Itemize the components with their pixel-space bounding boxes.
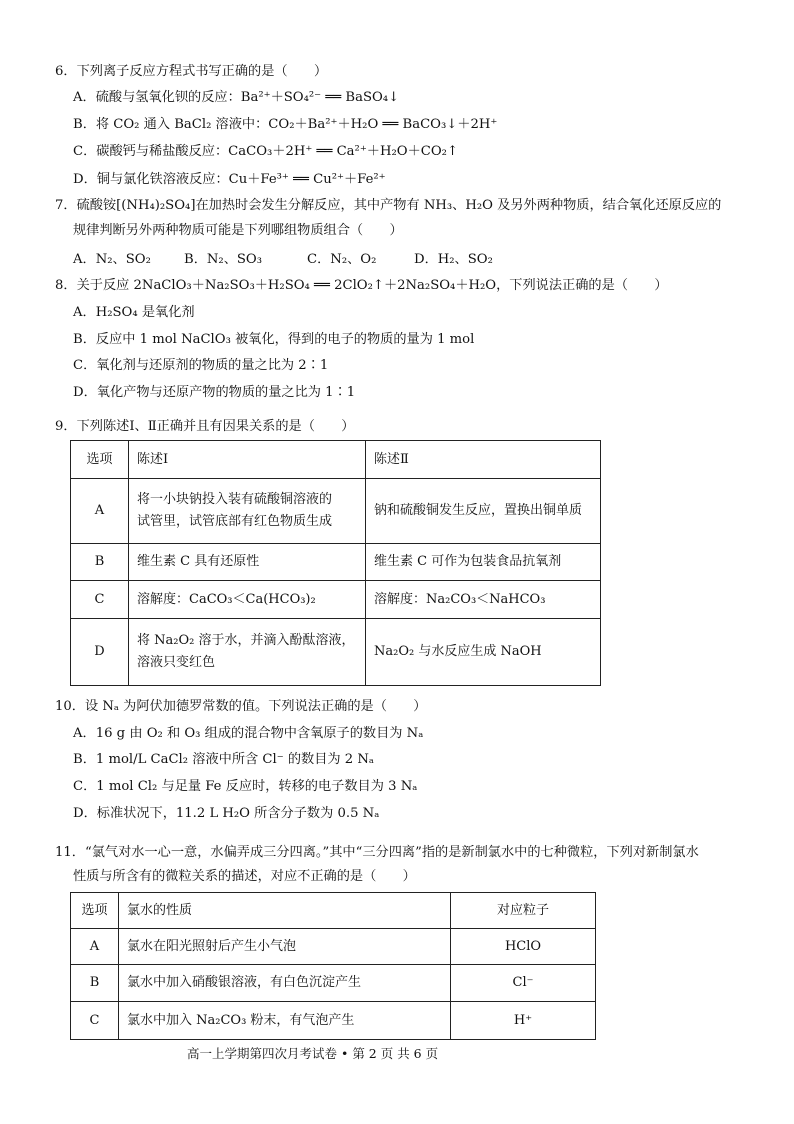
table-cell: Cl⁻	[451, 965, 596, 1002]
q8-option-a: A．H₂SO₄ 是氧化剂	[73, 305, 195, 320]
q7-option-a: A．N₂、SO₂	[73, 252, 151, 267]
table-row	[71, 619, 601, 686]
q10-option-a: A．16 g 由 O₂ 和 O₃ 组成的混合物中含氧原子的数目为 Nₐ	[73, 726, 424, 741]
table-cell: 氯水中加入 Na₂CO₃ 粉末，有气泡产生	[119, 1002, 451, 1040]
q7-option-c: C．N₂、O₂	[307, 252, 377, 267]
q11-stem-line2: 性质与所含有的微粒关系的描述，对应不正确的是（ ）	[73, 869, 416, 884]
table-cell: A	[71, 929, 119, 965]
q10-option-c: C．1 mol Cl₂ 与足量 Fe 反应时，转移的电子数目为 3 Nₐ	[73, 779, 418, 794]
q9-table	[70, 440, 601, 686]
table-row	[71, 479, 601, 544]
header-cell: 陈述Ⅰ	[129, 441, 366, 479]
header-cell: 选项	[71, 441, 129, 479]
table-row	[71, 581, 601, 619]
q6-option-c: C．碳酸钙与稀盐酸反应：CaCO₃＋2H⁺ ══ Ca²⁺＋H₂O＋CO₂↑	[73, 144, 459, 159]
table-cell: 维生素 C 可作为包装食品抗氧剂	[366, 544, 601, 581]
q7-option-d: D．H₂、SO₂	[414, 252, 493, 267]
q6-stem: 6．下列离子反应方程式书写正确的是（ ）	[55, 64, 328, 79]
q10-stem: 10．设 Nₐ 为阿伏加德罗常数的值。下列说法正确的是（ ）	[55, 699, 427, 714]
table-cell: 溶解度：CaCO₃＜Ca(HCO₃)₂	[129, 581, 366, 619]
header-cell: 陈述Ⅱ	[366, 441, 601, 479]
table-cell: HClO	[451, 929, 596, 965]
table-cell: C	[71, 581, 129, 619]
q6-option-b: B．将 CO₂ 通入 BaCl₂ 溶液中：CO₂＋Ba²⁺＋H₂O ══ BaCO₃↓＋2H⁺	[73, 117, 498, 132]
table-header-row	[71, 441, 601, 479]
table-cell: D	[71, 619, 129, 686]
q8-stem: 8．关于反应 2NaClO₃＋Na₂SO₃＋H₂SO₄ ══ 2ClO₂↑＋2Na₂SO₄＋H₂O，下列说法正确的是（ ）	[55, 278, 668, 293]
table-cell: Na₂O₂ 与水反应生成 NaOH	[366, 619, 601, 686]
table-cell: 氯水在阳光照射后产生小气泡	[119, 929, 451, 965]
header-cell: 氯水的性质	[119, 893, 451, 929]
q11-stem-line1: 11．“氯气对水一心一意，水偏弄成三分四离。”其中“三分四离”指的是新制氯水中的七种微粒，下列对新制氯水	[55, 845, 699, 860]
q10-option-b: B．1 mol/L CaCl₂ 溶液中所含 Cl⁻ 的数目为 2 Nₐ	[73, 752, 374, 767]
q7-stem-line2: 规律判断另外两种物质可能是下列哪组物质组合（ ）	[73, 223, 403, 238]
table-cell: 维生素 C 具有还原性	[129, 544, 366, 581]
table-row	[71, 929, 596, 965]
table-cell: A	[71, 479, 129, 544]
q11-table	[70, 892, 596, 1040]
header-cell: 对应粒子	[451, 893, 596, 929]
table-cell: 氯水中加入硝酸银溶液，有白色沉淀产生	[119, 965, 451, 1002]
q8-option-b: B．反应中 1 mol NaClO₃ 被氧化，得到的电子的物质的量为 1 mol	[73, 332, 475, 347]
q8-option-c: C．氧化剂与还原剂的物质的量之比为 2∶1	[73, 358, 329, 373]
table-header-row	[71, 893, 596, 929]
q7-option-b: B．N₂、SO₃	[184, 252, 263, 267]
table-cell: B	[71, 544, 129, 581]
q6-option-a: A．硫酸与氢氧化钡的反应：Ba²⁺＋SO₄²⁻ ══ BaSO₄↓	[73, 90, 400, 105]
table-cell: C	[71, 1002, 119, 1040]
table-cell: B	[71, 965, 119, 1002]
table-row	[71, 544, 601, 581]
table-cell: 将 Na₂O₂ 溶于水，并滴入酚酞溶液， 溶液只变红色	[129, 619, 366, 686]
q7-stem-line1: 7．硫酸铵[(NH₄)₂SO₄]在加热时会发生分解反应，其中产物有 NH₃、H₂O 及另外两种物质，结合氧化还原反应的	[55, 198, 722, 213]
table-cell: 将一小块钠投入装有硫酸铜溶液的 试管里，试管底部有红色物质生成	[129, 479, 366, 544]
q6-option-d: D．铜与氯化铁溶液反应：Cu＋Fe³⁺ ══ Cu²⁺＋Fe²⁺	[73, 172, 386, 187]
table-row	[71, 1002, 596, 1040]
table-cell: H⁺	[451, 1002, 596, 1040]
header-cell: 选项	[71, 893, 119, 929]
q8-option-d: D．氧化产物与还原产物的物质的量之比为 1∶1	[73, 385, 356, 400]
table-cell: 钠和硫酸铜发生反应，置换出铜单质	[366, 479, 601, 544]
table-row	[71, 965, 596, 1002]
table-cell: 溶解度：Na₂CO₃＜NaHCO₃	[366, 581, 601, 619]
page-footer: 高一上学期第四次月考试卷 • 第 2 页 共 6 页	[187, 1046, 439, 1061]
q10-option-d: D．标准状况下，11.2 L H₂O 所含分子数为 0.5 Nₐ	[73, 806, 380, 821]
q9-stem: 9．下列陈述Ⅰ、Ⅱ正确并且有因果关系的是（ ）	[55, 419, 355, 434]
